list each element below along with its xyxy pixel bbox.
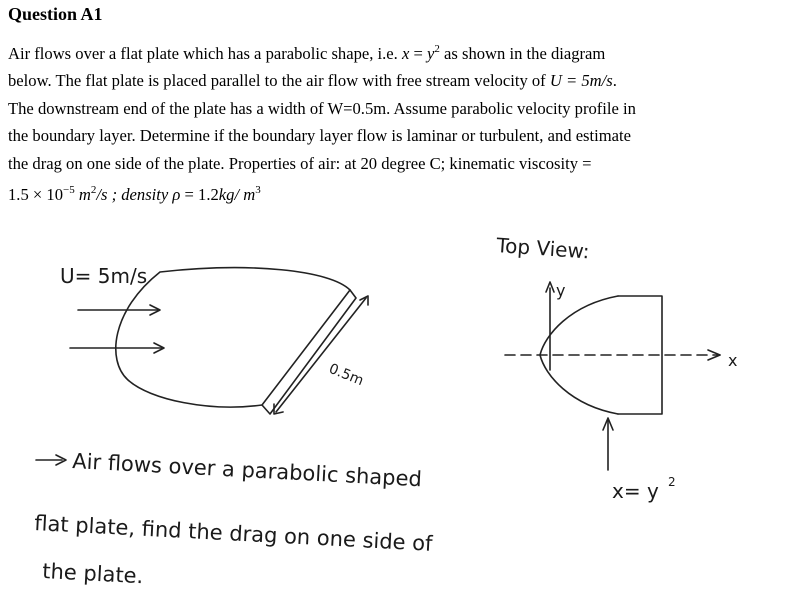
math-unit: kg/ m	[218, 185, 256, 205]
math-rho: ρ	[172, 185, 181, 205]
question-title: Question A1	[8, 4, 103, 24]
math-velocity: U = 5m/s	[549, 71, 613, 91]
math-unit: /s ; density	[96, 185, 173, 205]
velocity-label: U= 5m/s	[60, 264, 148, 288]
text-segment: below. The flat plate is placed parallel to the air flow with free stream velocity of	[8, 71, 550, 91]
y-axis-label: y	[556, 281, 566, 300]
question-line-5: the drag on one side of the plate. Properties of air: at 20 degree C; kinematic viscosity =	[8, 153, 592, 173]
plate-thickness	[262, 290, 356, 414]
note-line-1: Air flows over a parabolic shaped	[71, 449, 423, 492]
width-dimension-line	[276, 298, 366, 412]
text-segment: = 1.2	[180, 185, 219, 205]
math-exponent: 2	[90, 184, 97, 197]
text-segment: 1.5 × 10	[8, 185, 63, 205]
math-exponent: 3	[255, 184, 261, 197]
math-y: y	[427, 44, 435, 63]
question-line-4: the boundary layer. Determine if the boundary layer flow is laminar or turbulent, and estimate	[8, 126, 631, 146]
text-segment: .	[612, 71, 617, 91]
math-unit: m	[74, 185, 91, 205]
note-line-3: the plate.	[41, 559, 144, 589]
math-x: x	[401, 44, 410, 63]
math-exponent: 2	[434, 43, 440, 55]
math-equals: =	[409, 44, 427, 63]
math-exponent: −5	[63, 184, 75, 197]
text-segment: Air flows over a flat plate which has a parabolic shape, i.e.	[8, 44, 402, 63]
note-line-2: flat plate, find the drag on one side of	[33, 511, 434, 556]
x-axis-label: x	[728, 351, 738, 370]
equation-exponent: 2	[668, 475, 676, 489]
equation-label: x= y	[612, 479, 659, 503]
top-view-label: Top View:	[495, 233, 591, 264]
question-line-3: The downstream end of the plate has a width of W=0.5m. Assume parabolic velocity profile in	[8, 98, 636, 118]
plate-outline	[116, 268, 350, 407]
text-segment: as shown in the diagram	[439, 44, 606, 63]
width-label: 0.5m	[326, 360, 366, 390]
